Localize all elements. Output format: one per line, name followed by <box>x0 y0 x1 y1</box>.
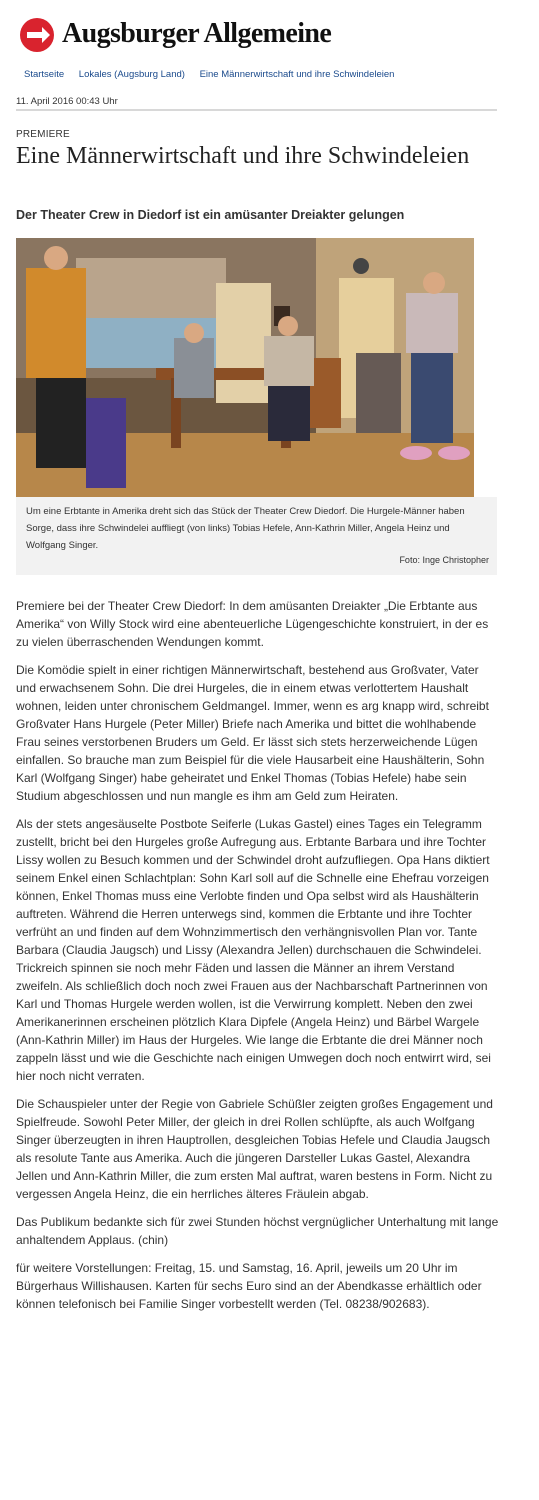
site-header <box>20 14 340 58</box>
article-body <box>16 597 500 1323</box>
site-brand[interactable]: Augsburger Allgemeine <box>62 18 332 49</box>
article-subheadline: Der Theater Crew in Diedorf ist ein amüsanter Dreiakter gelungen <box>16 208 405 222</box>
article-paragraph: für weitere Vorstellungen: Freitag, 15. und Samstag, 16. April, jeweils um 20 Uhr im Bürgerhaus Willishausen. Karten für sechs Euro sind an der Abendkasse erhältlich oder können telefonisch bei Familie Singer vorbestellt werden (Tel. 08238/902683). <box>16 1261 482 1311</box>
article-headline: Eine Männerwirtschaft und ihre Schwindeleien <box>16 143 470 169</box>
breadcrumb <box>24 69 406 80</box>
article-photo[interactable] <box>16 238 474 497</box>
breadcrumb-article[interactable]: Eine Männerwirtschaft und ihre Schwindeleien <box>199 69 395 80</box>
article-paragraph: Die Komödie spielt in einer richtigen Männerwirtschaft, bestehend aus Großvater, Vater und erwachsenem Sohn. Die drei Hurgeles, die in einem etwas verlottertem Haushalt wohnen, leiden unter chronischem Geldmangel. Immer, wenn es arg knapp wird, schreibt Großvater Hans Hurgele (Peter Miller) Briefe nach Amerika und bittet die wohlhabende Frau seines verstorbenen Bruders um Geld. Er lässt sich stets herzerweichende Lügen einfallen. So brauche man zum Beispiel für die viele Hausarbeit eine Haushälterin, Sohn Karl (Wolfgang Singer) habe geheiratet und Enkel Thomas (Tobias Hefele) habe sein Studium abgeschlossen und nun mangle es ihm am Geld zum Heiraten. <box>16 663 489 803</box>
breadcrumb-home[interactable]: Startseite <box>24 69 65 80</box>
image-credit: Foto: Inge Christopher <box>399 555 489 565</box>
arrow-logo-icon[interactable] <box>20 18 54 52</box>
article-paragraph: Premiere bei der Theater Crew Diedorf: In dem amüsanten Dreiakter „Die Erbtante aus Amerika“ von Willy Stock wird eine abenteuerliche Lügengeschichte konstruiert, in der es zu vielen überraschenden Wendungen kommt. <box>16 599 489 649</box>
article-paragraph: Als der stets angesäuselte Postbote Seiferle (Lukas Gastel) eines Tages ein Telegramm zustellt, bricht bei den Hurgeles große Aufregung aus. Erbtante Barbara und ihre Tochter Lissy wollen zu Besuch kommen und der Schwindel droht aufzufliegen. Opa Hans diktiert seinem Enkel einen Schlachtplan: Sohn Karl soll auf die Schnelle eine Ehefrau vorzeigen können, Enkel Thomas muss eine Verlobte finden und Opa selbst wird als Haushälterin auftreten. Während die Herren unterwegs sind, kommen die Erbtante und ihre Tochter verfrüht an und finden auf dem Wohnzimmertisch den verhängnisvollen Plan vor. Tante Barbara (Claudia Jaugsch) und Lissy (Alexandra Jellen) durchschauen die Schwindelei. Trickreich spinnen sie noch mehr Fäden und lassen die Männer an ihrem Verstand zweifeln. Als schließlich doch noch zwei Frauen aus der Nachbarschaft Partnerinnen von Karl und Thomas Hurgele werden wollen, ist die Verwirrung komplett. Neben den zwei Amerikanerinnen erscheinen plötzlich Klara Dipfele (Angela Heinz) und Bärbel Wargele (Ann-Kathrin Miller) im Haus der Hurgeles. Wie lange die Erbtante die drei Männer noch zappeln lässt und wie die Geschichte nach einigen Umwegen doch noch entwirrt wird, sei hier noch nicht verraten. <box>16 817 491 1083</box>
divider <box>16 109 497 111</box>
article-date: 11. April 2016 00:43 Uhr <box>16 96 118 107</box>
article-kicker: PREMIERE <box>16 129 70 140</box>
image-caption: Um eine Erbtante in Amerika dreht sich das Stück der Theater Crew Diedorf. Die Hurgele-Männer haben Sorge, dass ihre Schwindelei auffliegt (von links) Tobias Hefele, Ann-Kathrin Miller, Angela Heinz und Wolfgang Singer. <box>26 506 465 551</box>
article-paragraph: Das Publikum bedankte sich für zwei Stunden höchst vergnüglicher Unterhaltung mit lange anhaltendem Applaus. (chin) <box>16 1215 499 1247</box>
breadcrumb-section[interactable]: Lokales (Augsburg Land) <box>78 69 185 80</box>
image-caption-box <box>16 497 497 575</box>
article-paragraph: Die Schauspieler unter der Regie von Gabriele Schüßler zeigten großes Engagement und Spielfreude. Sowohl Peter Miller, der gleich in drei Rollen schlüpfte, als auch Wolfgang Singer überzeugten in ihren Hauptrollen, desgleichen Tobias Hefele und Claudia Jaugsch als resolute Tante aus Amerika. Auch die jüngeren Darsteller Lukas Gastel, Alexandra Jellen und Ann-Kathrin Miller, die zum ersten Mal auftrat, waren bestens in Form. Nicht zu vergessen Angela Heinz, die ein herrliches älteres Fräulein abgab. <box>16 1097 493 1201</box>
